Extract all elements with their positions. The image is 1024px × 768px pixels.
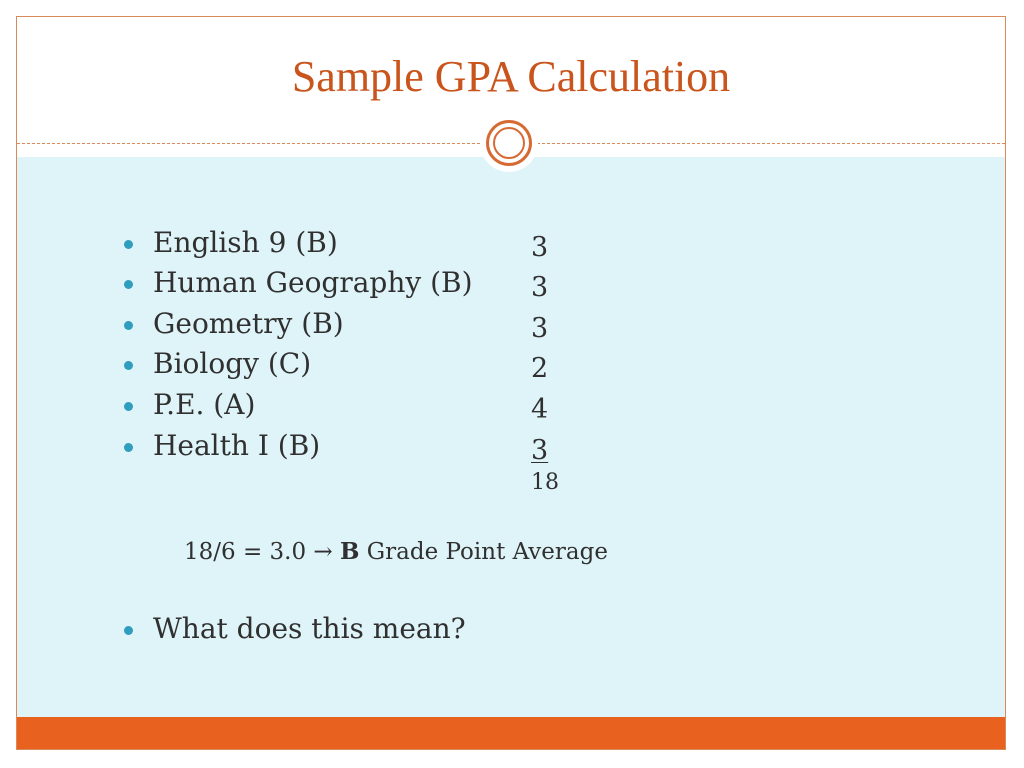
bullet-icon <box>124 443 133 452</box>
course-name: Biology (C) <box>153 347 312 380</box>
course-name: Geometry (B) <box>153 307 344 340</box>
equation-grade: B <box>340 538 360 565</box>
course-points: 2 <box>531 353 549 384</box>
course-name: English 9 (B) <box>153 226 338 259</box>
course-row-pe <box>121 385 591 425</box>
course-name: Human Geography (B) <box>153 266 473 299</box>
slide <box>16 16 1006 750</box>
course-points: 3 <box>531 272 549 303</box>
bullet-icon <box>124 361 133 370</box>
question-row <box>121 609 621 651</box>
course-row-human-geography <box>121 263 591 303</box>
course-points: 3 <box>531 313 549 344</box>
course-points: 3 <box>531 435 549 466</box>
slide-title: Sample GPA Calculation <box>291 52 731 101</box>
bullet-icon <box>124 626 133 635</box>
points-total: 18 <box>531 470 559 495</box>
bullet-icon <box>124 321 133 330</box>
equation-suffix: Grade Point Average <box>366 539 608 565</box>
circle-ornament-inner-icon <box>493 127 525 159</box>
course-name: P.E. (A) <box>153 388 256 421</box>
course-name: Health I (B) <box>153 429 321 462</box>
course-row-health <box>121 426 591 466</box>
bullet-icon <box>124 240 133 249</box>
question-text: What does this mean? <box>153 612 466 645</box>
bottom-accent-bar <box>17 717 1005 750</box>
course-row-geometry <box>121 304 591 344</box>
equation-prefix: 18/6 = 3.0 → <box>184 539 333 565</box>
course-row-english <box>121 223 591 263</box>
bullet-icon <box>124 402 133 411</box>
bullet-icon <box>124 280 133 289</box>
course-row-biology <box>121 344 591 384</box>
gpa-equation <box>184 536 608 568</box>
course-points: 3 <box>531 232 549 263</box>
course-points: 4 <box>531 394 549 425</box>
